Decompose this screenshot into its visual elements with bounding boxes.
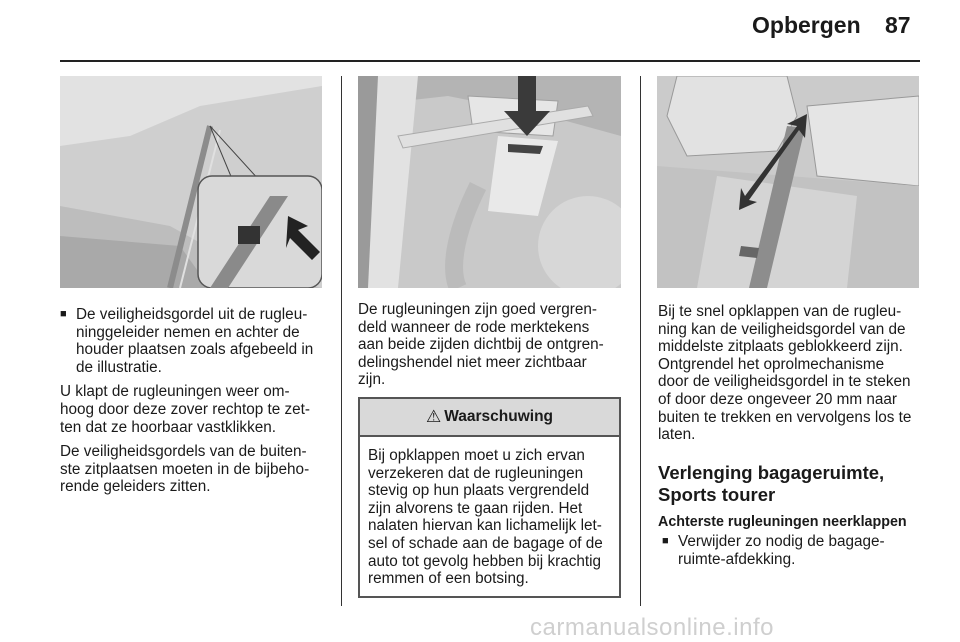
column-divider-2 <box>640 76 641 606</box>
warning-header <box>360 399 619 437</box>
warning-triangle-icon: ⚠ <box>425 407 442 426</box>
list-item <box>60 306 332 376</box>
belt-guide-illustration <box>60 76 322 288</box>
bullet-square-icon: ■ <box>662 535 669 547</box>
figure-backrest-lock <box>358 76 621 288</box>
bullet-text: Verwijder zo nodig de bagage- ruimte-afdekking. <box>678 533 885 568</box>
paragraph: De veiligheidsgordels van de buiten- ste zitplaatsen moeten in de bijbeho- rende geleiders zitten. <box>60 443 310 496</box>
warning-title: Waarschuwing <box>444 408 554 425</box>
list-item <box>662 533 920 568</box>
paragraph: U klapt de rugleuningen weer om- hoog door deze zover rechtop te zet- ten dat ze hoorbaar vastklikken. <box>60 383 311 436</box>
bullet-text: De veiligheidsgordel uit de rugleu- ninggeleider nemen en achter de houder plaatsen zoals afgebeeld in de illustratie. <box>76 306 314 376</box>
header-rule <box>60 60 920 62</box>
paragraph: Bij te snel opklappen van de rugleu- ning kan de veiligheidsgordel van de middelste zitplaats geblokkeerd zijn. Ontgrendel het oprolmechanisme door de veiligheidsgordel in te steken of door deze ongeveer 20 mm naar buiten te trekken en vervolgens los te laten. <box>658 303 912 444</box>
figure-seat-belt-retractor <box>657 76 919 288</box>
column-divider-1 <box>341 76 342 606</box>
subheading: Achterste rugleuningen neerklappen <box>658 514 907 530</box>
bullet-square-icon: ■ <box>60 308 67 320</box>
backrest-lock-illustration <box>358 76 621 288</box>
warning-box <box>358 397 621 598</box>
retractor-illustration <box>657 76 919 288</box>
paragraph: De rugleuningen zijn goed vergren- deld wanneer de rode merktekens aan beide zijden dichtbij de ontgren- delingshendel niet meer zichtbaar zijn. <box>358 301 604 389</box>
page-number: 87 <box>885 12 911 38</box>
page-header-title: Opbergen <box>752 12 861 38</box>
warning-body: Bij opklappen moet u zich ervan verzekeren dat de rugleuningen stevig op hun plaats vergrendeld zijn alvorens te gaan rijden. Het nalaten hiervan kan lichamelijk let- sel of schade aan de bagage of de auto tot gevolg hebben bij krachtig remmen of een botsing. <box>368 447 603 588</box>
figure-belt-guide <box>60 76 322 288</box>
section-heading: Verlenging bagageruimte, Sports tourer <box>658 462 885 505</box>
watermark: carmanualsonline.info <box>530 614 774 641</box>
